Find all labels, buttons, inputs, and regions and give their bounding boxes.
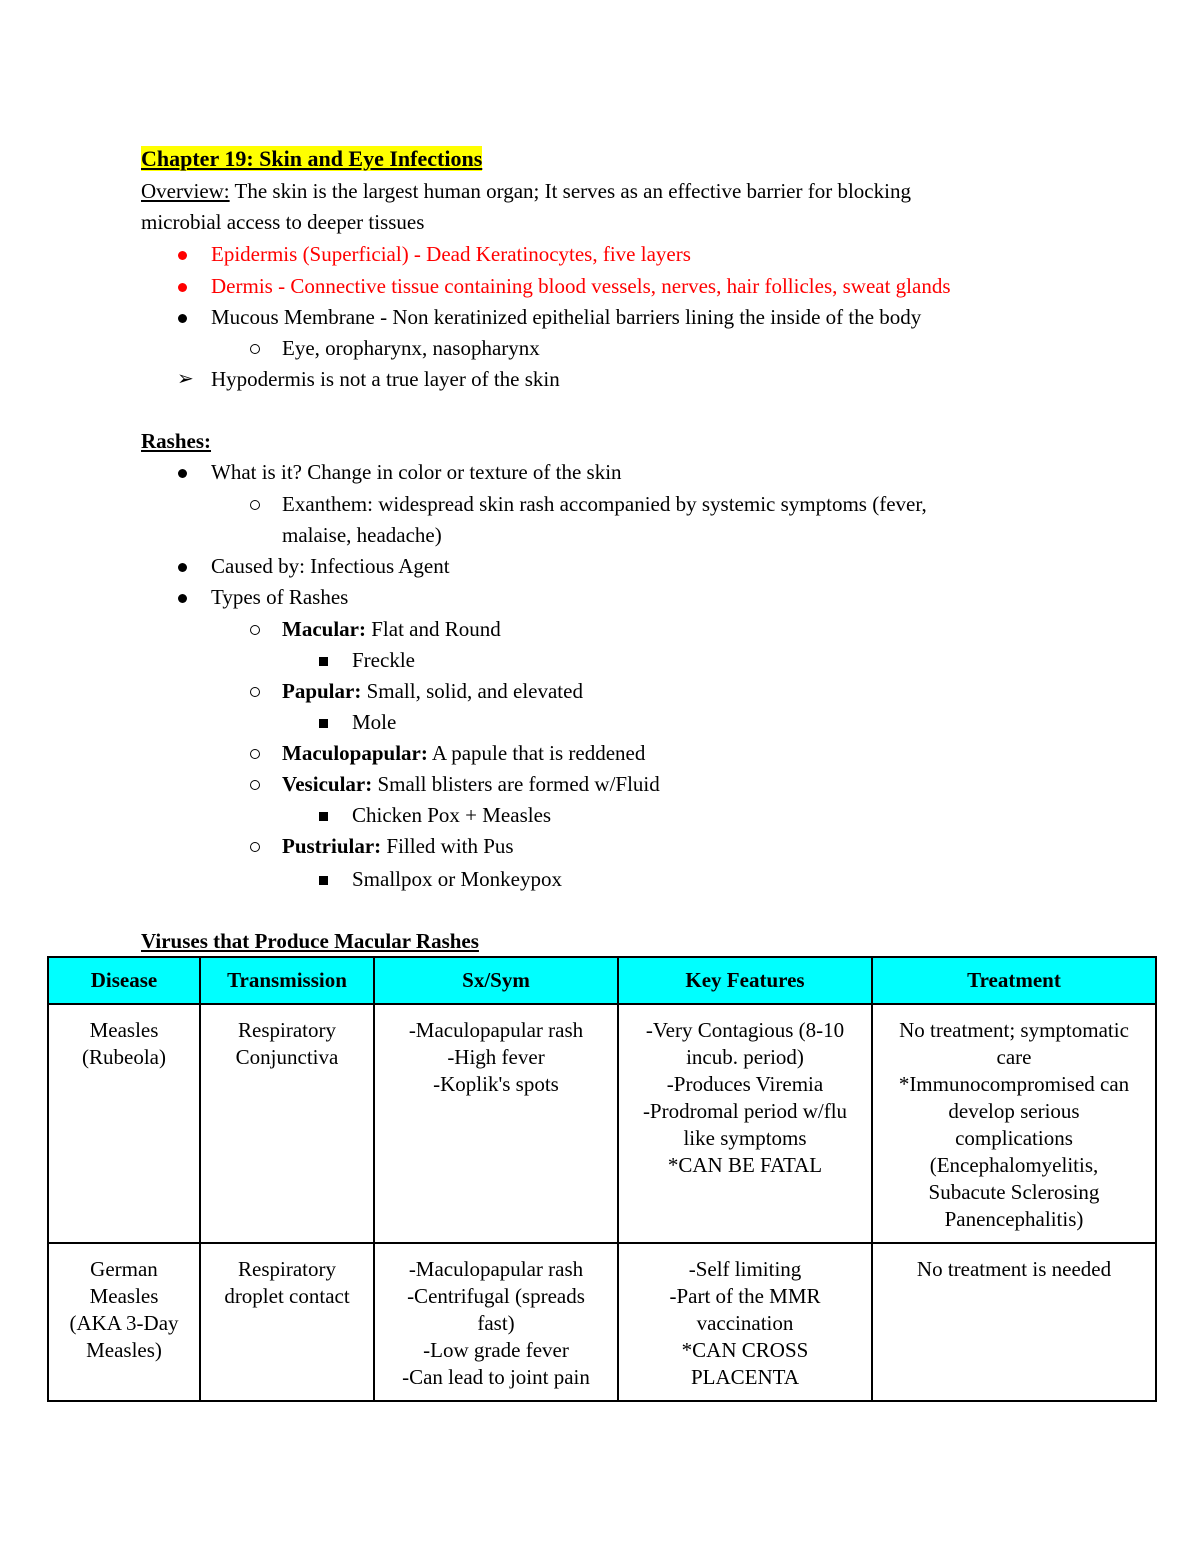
- cell-disease: German Measles (AKA 3-Day Measles): [48, 1243, 200, 1401]
- cell-transmission: Respiratory Conjunctiva: [200, 1004, 374, 1243]
- bullet-dot: [178, 283, 187, 292]
- bullet-dot: [178, 469, 187, 478]
- sub-bullet-exanthem: Exanthem: widespread skin rash accompanied by systemic symptoms (fever,: [282, 489, 927, 520]
- bullet-dot: [178, 251, 187, 260]
- rash-example-smallpox: Smallpox or Monkeypox: [352, 864, 562, 895]
- overview-line-1: [141, 176, 911, 207]
- cell-key-features: -Very Contagious (8-10 incub. period) -Produces Viremia -Prodromal period w/flu like symptoms *CAN BE FATAL: [618, 1004, 872, 1243]
- rash-example-mole: Mole: [352, 707, 396, 738]
- header-sx-sym: Sx/Sym: [374, 957, 618, 1004]
- sub-bullet-exanthem-cont: malaise, headache): [282, 523, 442, 547]
- cell-disease: Measles (Rubeola): [48, 1004, 200, 1243]
- table-header-row: [48, 957, 1156, 1004]
- rash-type-macular: Macular: Flat and Round: [282, 614, 501, 645]
- sub-bullet-ring: [250, 749, 260, 759]
- rash-example-chicken-pox: Chicken Pox + Measles: [352, 800, 551, 831]
- sub-bullet-ring: [250, 344, 260, 354]
- table-row: [48, 1004, 1156, 1243]
- header-transmission: Transmission: [200, 957, 374, 1004]
- cell-transmission: Respiratory droplet contact: [200, 1243, 374, 1401]
- rash-type-pustriular: Pustriular: Filled with Pus: [282, 831, 514, 862]
- sub-bullet-ring: [250, 625, 260, 635]
- macular-rash-viruses-table: [47, 956, 1157, 1402]
- overview-line-2: microbial access to deeper tissues: [141, 210, 425, 234]
- sub-bullet-ring: [250, 500, 260, 510]
- sub-bullet-ring: [250, 687, 260, 697]
- header-treatment: Treatment: [872, 957, 1156, 1004]
- bullet-what-is-it: What is it? Change in color or texture of the skin: [211, 457, 622, 488]
- bullet-types-of-rashes: Types of Rashes: [211, 582, 348, 613]
- square-bullet: [319, 812, 328, 821]
- rashes-heading: Rashes:: [141, 429, 212, 453]
- header-key-features: Key Features: [618, 957, 872, 1004]
- sub-bullet-ring: [250, 780, 260, 790]
- cell-key-features: -Self limiting -Part of the MMR vaccination *CAN CROSS PLACENTA: [618, 1243, 872, 1401]
- bullet-dot: [178, 314, 187, 323]
- cell-treatment: No treatment; symptomatic care *Immunocompromised can develop serious complications (Encephalomyelitis, Subacute Sclerosing Panencephalitis): [872, 1004, 1156, 1243]
- rash-example-freckle: Freckle: [352, 645, 415, 676]
- bullet-dot: [178, 563, 187, 572]
- square-bullet: [319, 657, 328, 666]
- bullet-mucous-membrane: Mucous Membrane - Non keratinized epithelial barriers lining the inside of the body: [211, 302, 921, 333]
- cell-sx-sym: -Maculopapular rash -Centrifugal (spreads fast) -Low grade fever -Can lead to joint pain: [374, 1243, 618, 1401]
- rash-type-maculopapular: Maculopapular: A papule that is reddened: [282, 738, 645, 769]
- chapter-title: Chapter 19: Skin and Eye Infections: [141, 146, 483, 171]
- arrow-bullet-icon: ➢: [177, 368, 194, 390]
- header-disease: Disease: [48, 957, 200, 1004]
- overview-label: Overview:: [141, 179, 230, 203]
- sub-bullet-eye: Eye, oropharynx, nasopharynx: [282, 333, 540, 364]
- bullet-dermis: Dermis - Connective tissue containing blood vessels, nerves, hair follicles, sweat glands: [211, 271, 951, 302]
- cell-sx-sym: -Maculopapular rash -High fever -Koplik's spots: [374, 1004, 618, 1243]
- bullet-epidermis: Epidermis (Superficial) - Dead Keratinocytes, five layers: [211, 239, 691, 270]
- table-row: [48, 1243, 1156, 1401]
- square-bullet: [319, 719, 328, 728]
- rash-type-papular: Papular: Small, solid, and elevated: [282, 676, 583, 707]
- bullet-caused-by: Caused by: Infectious Agent: [211, 551, 450, 582]
- sub-bullet-ring: [250, 842, 260, 852]
- rash-type-vesicular: Vesicular: Small blisters are formed w/Fluid: [282, 769, 660, 800]
- arrow-bullet-hypodermis: ➢ Hypodermis is not a true layer of the skin: [211, 364, 560, 395]
- table-caption: Viruses that Produce Macular Rashes: [141, 929, 479, 953]
- square-bullet: [319, 876, 328, 885]
- overview-text-1: The skin is the largest human organ; It serves as an effective barrier for blocking: [229, 179, 911, 203]
- bullet-dot: [178, 594, 187, 603]
- cell-treatment: No treatment is needed: [872, 1243, 1156, 1401]
